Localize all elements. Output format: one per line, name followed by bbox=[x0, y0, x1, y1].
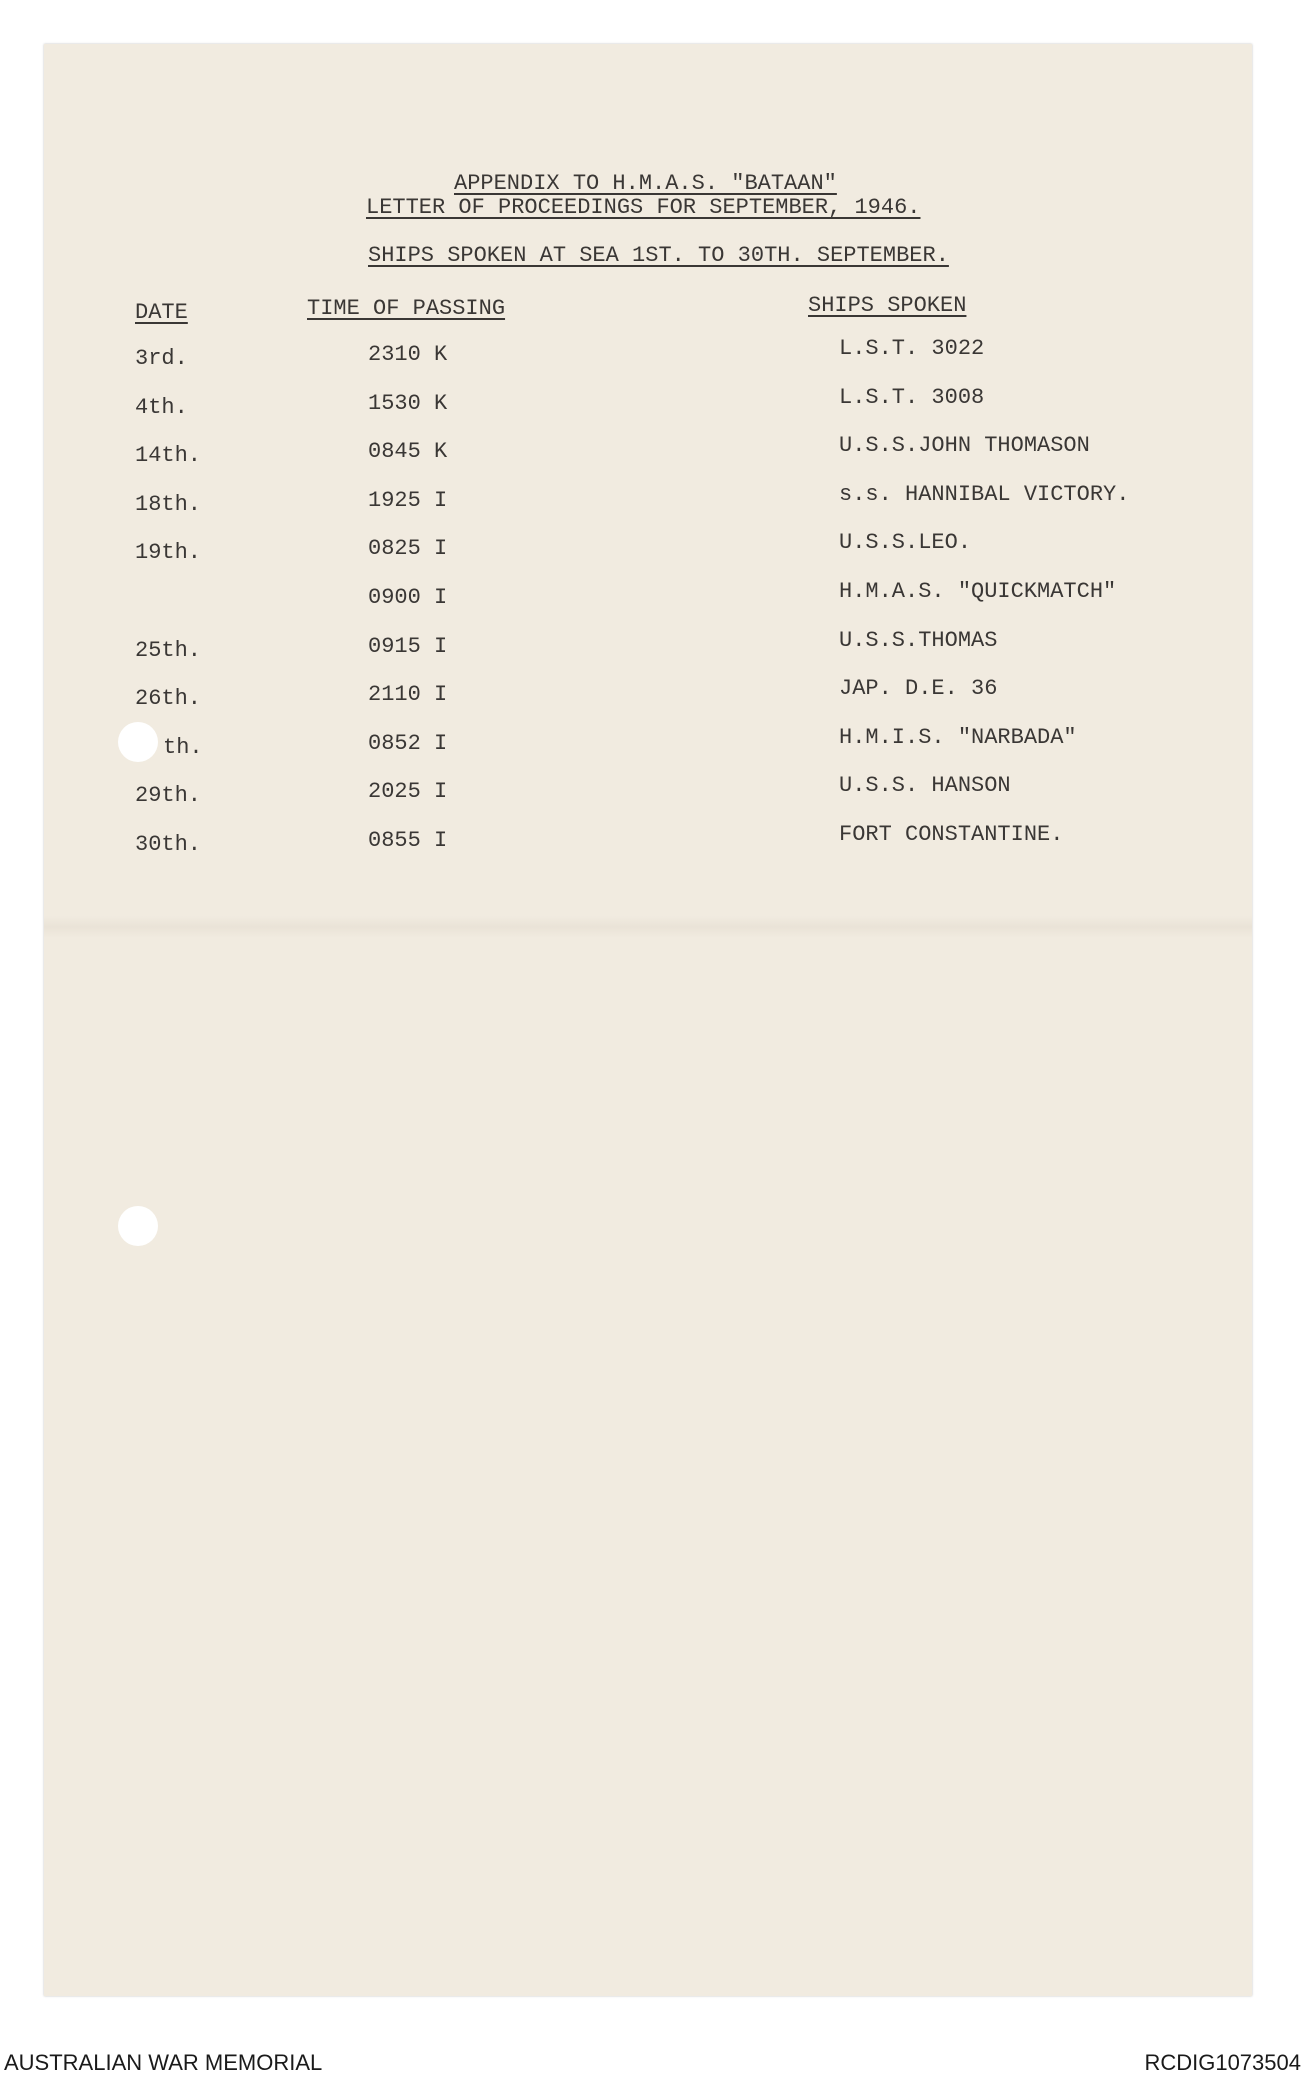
row-ship: H.M.A.S. "QUICKMATCH" bbox=[839, 578, 1117, 604]
row-date: 30th. bbox=[135, 831, 202, 857]
column-header-time: TIME OF PASSING bbox=[307, 296, 506, 321]
letter-heading: LETTER OF PROCEEDINGS FOR SEPTEMBER, 1946. bbox=[366, 195, 921, 220]
row-time: 2110 I bbox=[368, 682, 448, 708]
row-time: 1530 K bbox=[368, 390, 448, 416]
row-date: th. bbox=[163, 734, 203, 760]
table-row bbox=[44, 383, 1252, 432]
row-date: 14th. bbox=[135, 443, 202, 469]
appendix-heading: APPENDIX TO H.M.A.S. "BATAAN" bbox=[454, 171, 837, 196]
row-date: 18th. bbox=[135, 491, 202, 517]
row-ship: U.S.S.LEO. bbox=[839, 530, 972, 556]
row-ship: U.S.S. HANSON bbox=[839, 773, 1011, 799]
row-time: 0900 I bbox=[368, 584, 448, 610]
table-row bbox=[44, 528, 1252, 577]
table-row bbox=[44, 771, 1252, 820]
row-date: 19th. bbox=[135, 540, 202, 566]
table-row bbox=[44, 480, 1252, 529]
document-page bbox=[44, 44, 1252, 1996]
row-ship: U.S.S.THOMAS bbox=[839, 627, 998, 653]
row-time: 1925 I bbox=[368, 487, 448, 513]
row-ship: U.S.S.JOHN THOMASON bbox=[839, 433, 1090, 459]
row-ship: FORT CONSTANTINE. bbox=[839, 821, 1064, 847]
ships-spoken-heading: SHIPS SPOKEN AT SEA 1ST. TO 30TH. SEPTEMBER. bbox=[368, 243, 949, 268]
archive-credit: AUSTRALIAN WAR MEMORIAL bbox=[4, 2050, 323, 2075]
table-row bbox=[44, 626, 1252, 675]
row-time: 0825 I bbox=[368, 536, 448, 562]
table-row bbox=[44, 334, 1252, 383]
row-ship: H.M.I.S. "NARBADA" bbox=[839, 724, 1077, 750]
table-row bbox=[44, 431, 1252, 480]
row-time: 0915 I bbox=[368, 633, 448, 659]
row-date: 29th. bbox=[135, 783, 202, 809]
column-header-ships: SHIPS SPOKEN bbox=[808, 293, 967, 318]
row-time: 0855 I bbox=[368, 827, 448, 853]
table-row bbox=[44, 820, 1252, 869]
punch-hole bbox=[118, 1206, 158, 1246]
row-ship: JAP. D.E. 36 bbox=[839, 676, 998, 702]
row-date: 3rd. bbox=[135, 346, 188, 371]
row-date: 4th. bbox=[135, 394, 188, 420]
row-ship: L.S.T. 3008 bbox=[839, 384, 985, 410]
ships-table bbox=[44, 334, 1252, 869]
column-header-date: DATE bbox=[135, 300, 188, 325]
row-date: 26th. bbox=[135, 686, 202, 712]
table-row bbox=[44, 577, 1252, 626]
archive-id: RCDIG1073504 bbox=[1144, 2050, 1301, 2075]
row-ship: L.S.T. 3022 bbox=[839, 336, 985, 361]
row-time: 2025 I bbox=[368, 779, 448, 805]
row-time: 0852 I bbox=[368, 730, 448, 756]
row-time: 0845 K bbox=[368, 439, 448, 465]
row-ship: s.s. HANNIBAL VICTORY. bbox=[839, 481, 1130, 507]
paper-fold-crease bbox=[44, 916, 1252, 938]
row-date: 25th. bbox=[135, 637, 202, 663]
row-time: 2310 K bbox=[368, 342, 448, 367]
table-row bbox=[44, 723, 1252, 772]
table-row bbox=[44, 674, 1252, 723]
